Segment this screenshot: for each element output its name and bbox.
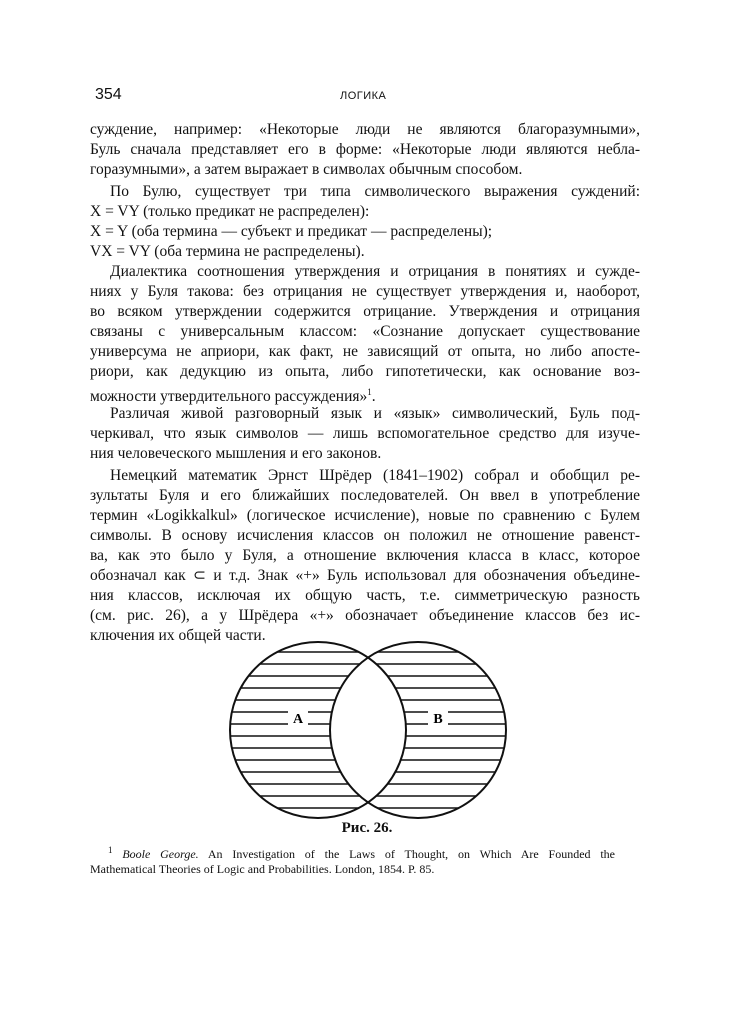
text-line: термин «Logikkalkul» (логическое исчисление), новые по сравнению с Булем	[90, 507, 640, 524]
text-line: ключения их общей части.	[90, 627, 266, 644]
text-line: зультаты Буля и его ближайших последователей. Он ввел в употребление	[90, 487, 640, 504]
footnote-marker: 1	[367, 387, 372, 397]
text-line: горазумными», а затем выражает в символах обычным способом.	[90, 161, 523, 178]
text-line: (см. рис. 26), а у Шрёдера «+» обозначает объединение классов без ис-	[90, 607, 640, 624]
figure-caption: Рис. 26.	[341, 820, 393, 836]
text-line: Различая живой разговорный язык и «язык» символический, Буль под-	[110, 405, 640, 422]
circle-a	[230, 642, 406, 818]
text-line: ния человеческого мышления и его законов.	[90, 445, 382, 462]
text-line: Диалектика соотношения утверждения и отрицания в понятиях и сужде-	[110, 263, 640, 280]
label-b: B	[433, 712, 443, 727]
text-line: ниях у Буля такова: без отрицания не существует утверждения и, наоборот,	[90, 283, 640, 300]
text-line: можности утвердительного рассуждения»$^1$.	[90, 387, 376, 406]
text-line: во всяком утверждении содержится отрицание. Утверждения и отрицания	[90, 303, 640, 320]
text-line: Немецкий математик Эрнст Шрёдер (1841–1902) собрал и обобщил ре-	[110, 467, 640, 484]
footnote-line: $^1$ Boole George. An Investigation of the Laws of Thought, on Which Are Founded the	[108, 845, 615, 861]
text-line: ния классов, исключая их общую часть, т.е. симметрическую разность	[90, 587, 640, 604]
label-a: A	[292, 712, 304, 727]
text-line: символы. В основу исчисления классов он положил не отношение равенст-	[90, 527, 640, 544]
footnote-author: Boole George.	[122, 847, 199, 861]
formula-line: VX = VY (оба термина не распределены).	[90, 243, 365, 260]
text-line: обозначал как ⊂ и т.д. Знак «+» Буль использовал для обозначения объедине-	[90, 567, 640, 584]
formula-line: X = VY (только предикат не распределен):	[90, 203, 370, 220]
venn-diagram	[228, 640, 508, 825]
footnote-line: Mathematical Theories of Logic and Probabilities. London, 1854. P. 85.	[90, 862, 435, 876]
text-line: черкивал, что язык символов — лишь вспомогательное средство для изуче-	[90, 425, 640, 442]
text-line: суждение, например: «Некоторые люди не являются благоразумными»,	[90, 121, 640, 138]
text-line: Буль сначала представляет его в форме: «Некоторые люди являются небла-	[90, 141, 640, 158]
text-line: универсума не априори, как факт, не зависящий от опыта, но либо апосте-	[90, 343, 640, 360]
circle-b	[330, 642, 506, 818]
running-header: ЛОГИКА	[340, 90, 387, 102]
text-line: связаны с универсальным классом: «Сознание допускает существование	[90, 323, 640, 340]
text-line: По Булю, существует три типа символического выражения суждений:	[110, 183, 640, 200]
text-line: ва, как это было у Буля, а отношение включения класса в класс, которое	[90, 547, 640, 564]
formula-line: X = Y (оба термина — субъект и предикат — распределены);	[90, 223, 493, 240]
page-number: 354	[95, 86, 122, 103]
text-line: риори, как дедукцию из опыта, либо гипотетически, как основание воз-	[90, 363, 640, 380]
